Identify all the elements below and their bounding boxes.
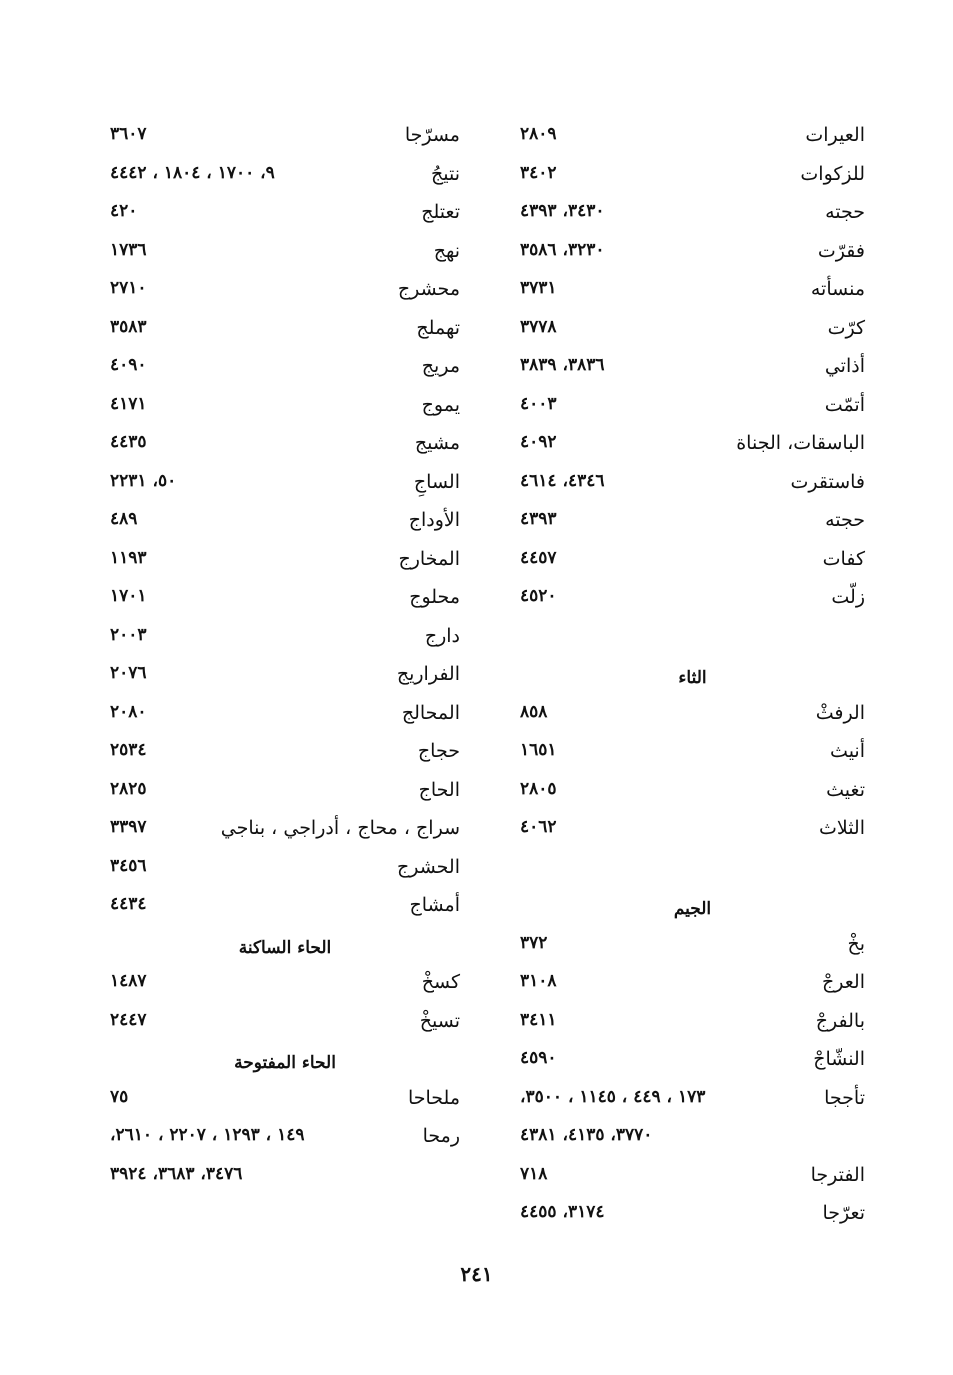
entry-numbers: ١٧٣٦ <box>110 239 147 260</box>
entry-word: حجاج <box>417 740 460 762</box>
entry-numbers: ٤٣٤٦، ٤٦١٤ <box>520 470 605 491</box>
entry-word: فقرّت <box>817 239 865 262</box>
entry-numbers: ٤٠٠٣ <box>520 393 557 414</box>
index-entry <box>110 736 460 775</box>
entry-numbers: ٤٢٠ <box>110 201 138 221</box>
entry-word: أتمّت <box>824 393 865 416</box>
entry-word: المحالج <box>401 701 460 724</box>
entry-word: أذاتي <box>824 355 865 377</box>
entry-numbers: ٣٧٧٨ <box>520 316 557 337</box>
entry-word: الحشرج <box>396 855 460 878</box>
entry-numbers: ٤٥٢٠ <box>520 586 557 606</box>
index-entry <box>520 544 865 583</box>
entry-numbers: ٤٤٣٤ <box>110 894 147 914</box>
entry-numbers: ٧٥ <box>110 1086 129 1107</box>
entry-word: تعتلج <box>421 201 460 223</box>
entry-numbers: ١١٩٣ <box>110 547 147 568</box>
entry-numbers: ٢٧١٠ <box>110 278 147 298</box>
entry-word: المخارج <box>398 547 460 570</box>
entry-word: الأوداج <box>408 509 460 531</box>
entry-numbers: ٣٦٠٧ <box>110 124 147 144</box>
index-entry <box>520 236 865 275</box>
section-heading: الحاء الساكنة <box>238 937 332 958</box>
entry-word: أنيث <box>830 740 865 762</box>
entry-numbers: ٢٠٠٣ <box>110 624 147 645</box>
index-entry <box>110 1121 460 1160</box>
index-entry <box>110 967 460 1006</box>
entry-word: العيرات <box>805 124 865 146</box>
entry-word: مريج <box>421 355 460 377</box>
entry-word: للزكوات <box>800 162 865 185</box>
index-entry <box>110 120 460 159</box>
entry-numbers: ١٦٥١ <box>520 740 557 760</box>
index-entry <box>110 274 460 313</box>
entry-word: الحاج <box>418 778 460 801</box>
entry-word: مشيج <box>414 432 460 454</box>
entry-word: تعرّجا <box>822 1202 865 1224</box>
entry-word: الثلاث <box>818 817 865 839</box>
entry-numbers: ٣١٠٨ <box>520 971 557 991</box>
entry-word: نتيجُ <box>430 162 460 185</box>
index-entry <box>110 813 460 852</box>
entry-word: تسيخْ <box>419 1009 460 1032</box>
entry-word: رمحا <box>422 1125 460 1147</box>
entry-numbers: ٨٥٨ <box>520 701 548 722</box>
entry-word: محلوج <box>409 586 460 608</box>
entry-word: دارج <box>424 624 460 647</box>
entry-numbers: ٢٠٨٠ <box>110 701 147 722</box>
index-entry <box>520 197 865 236</box>
index-entry <box>110 351 460 390</box>
entry-word: مسرّجا <box>404 124 460 146</box>
index-entry <box>110 1006 460 1045</box>
index-entry <box>520 929 865 968</box>
entry-word: الباسقات، الجناة <box>736 432 865 454</box>
entry-numbers: ١٤٨٧ <box>110 971 147 991</box>
index-entry <box>110 159 460 198</box>
index-entry <box>110 428 460 467</box>
index-entry <box>520 428 865 467</box>
entry-word: بخْ <box>847 932 865 955</box>
entry-numbers: ٧١٨ <box>520 1163 548 1184</box>
right-column <box>520 120 865 1237</box>
index-entry <box>520 736 865 775</box>
section-heading: الحاء المفتوحة <box>234 1053 336 1073</box>
entry-numbers: ٤١٧١ <box>110 393 147 414</box>
entry-numbers: ٣٨٣٦، ٣٨٣٩ <box>520 355 605 375</box>
index-entry <box>110 698 460 737</box>
entry-numbers: ٤٠٦٢ <box>520 817 557 837</box>
index-entry <box>520 582 865 621</box>
index-entry <box>110 390 460 429</box>
entry-numbers: ٣١٧٤، ٤٤٥٥ <box>520 1202 605 1222</box>
entry-word: النشّاجْ <box>813 1048 865 1070</box>
entry-numbers: ٩، ١٧٠٠ ، ١٨٠٤ ، ٤٤٤٢ <box>110 162 275 183</box>
index-entry <box>520 1044 865 1083</box>
entry-numbers: ٣٤٧٦، ٣٦٨٣، ٣٩٢٤ <box>110 1163 243 1184</box>
entry-word: كسخْ <box>421 971 460 993</box>
entry-word: ملحاحا <box>407 1086 460 1109</box>
index-entry <box>520 967 865 1006</box>
index-entry <box>520 1121 865 1160</box>
entry-numbers: ٣٥٨٣ <box>110 316 147 337</box>
entry-word: كرّت <box>827 316 865 339</box>
entry-word: حجته <box>825 201 865 223</box>
entry-numbers: ٢٥٣٤ <box>110 740 147 760</box>
index-entry <box>520 775 865 814</box>
entry-numbers: ٢٨٢٥ <box>110 778 147 799</box>
entry-word: الساجِ <box>413 470 460 493</box>
index-entry <box>110 1083 460 1122</box>
index-entry <box>110 775 460 814</box>
index-entry <box>520 813 865 852</box>
entry-numbers: ٣٤٣٠، ٤٣٩٣ <box>520 201 605 221</box>
index-entry <box>110 467 460 506</box>
index-entry <box>110 890 460 929</box>
index-entry <box>520 467 865 506</box>
entry-numbers: ٢٠٧٦ <box>110 663 147 683</box>
index-entry <box>520 1160 865 1199</box>
entry-numbers: ٣٧٧٠، ٤١٣٥، ٤٣٨١ <box>520 1125 653 1145</box>
entry-numbers: ٣٢٣٠، ٣٥٨٦ <box>520 239 605 260</box>
index-entry <box>110 621 460 660</box>
index-entry <box>520 505 865 544</box>
index-entry <box>520 390 865 429</box>
index-entry <box>520 1083 865 1122</box>
index-entry <box>110 197 460 236</box>
index-entry <box>520 1006 865 1045</box>
index-entry <box>110 313 460 352</box>
entry-word: الفترجا <box>810 1163 865 1186</box>
page-number: ٢٤١ <box>460 1262 493 1286</box>
entry-word: بالفرجْ <box>815 1009 865 1032</box>
spacer <box>520 621 865 660</box>
entry-numbers: ٣٧٢ <box>520 932 548 953</box>
index-entry <box>110 852 460 891</box>
entry-numbers: ٣٧٣١ <box>520 278 557 298</box>
entry-numbers: ٤٣٩٣ <box>520 509 557 529</box>
entry-word: منسأته <box>810 278 865 300</box>
index-entry <box>110 505 460 544</box>
entry-word: تغيث <box>826 778 865 801</box>
entry-word: سراج ، محاج ، أدراجي ، بناجي <box>220 817 460 839</box>
entry-numbers: ٤٠٩٢ <box>520 432 557 452</box>
entry-numbers: ٤٥٩٠ <box>520 1048 557 1068</box>
section-heading: الجيم <box>673 899 712 919</box>
entry-word: نهج <box>433 239 460 262</box>
entry-word: زلّت <box>831 586 865 608</box>
entry-word: الرفثْ <box>815 701 865 724</box>
entry-word: أمشاج <box>409 894 460 916</box>
entry-word: كفات <box>822 547 865 570</box>
entry-numbers: ٣٤١١ <box>520 1009 557 1030</box>
entry-numbers: ٣٤٥٦ <box>110 855 147 876</box>
entry-word: فاستقرت <box>790 470 865 493</box>
entry-numbers: ٤٤٣٥ <box>110 432 147 452</box>
entry-word: حجته <box>825 509 865 531</box>
entry-word: العرجْ <box>822 971 865 993</box>
entry-word: تأججا <box>824 1086 865 1109</box>
entry-numbers: ٤٤٥٧ <box>520 547 557 568</box>
index-entry <box>520 698 865 737</box>
spacer <box>520 852 865 891</box>
index-entry <box>520 120 865 159</box>
entry-word: الفراريج <box>396 663 460 685</box>
entry-numbers: ١٤٩ ، ١٢٩٣ ، ٢٢٠٧ ، ٢٦١٠، <box>110 1125 305 1145</box>
index-entry <box>520 313 865 352</box>
entry-numbers: ٤٠٩٠ <box>110 355 147 375</box>
entry-numbers: ٢٤٤٧ <box>110 1009 147 1030</box>
index-entry <box>110 1160 460 1199</box>
index-entry <box>520 274 865 313</box>
entry-numbers: ٢٨٠٩ <box>520 124 557 144</box>
index-entry <box>110 659 460 698</box>
index-entry <box>520 351 865 390</box>
left-column <box>110 120 460 1198</box>
index-entry <box>110 236 460 275</box>
entry-word: تهملج <box>416 316 460 339</box>
entry-numbers: ٤٨٩ <box>110 509 138 529</box>
entry-numbers: ٣٤٠٢ <box>520 162 557 183</box>
index-entry <box>110 544 460 583</box>
index-entry <box>110 582 460 621</box>
entry-numbers: ٢٨٠٥ <box>520 778 557 799</box>
index-entry <box>520 159 865 198</box>
entry-word: يموج <box>421 393 460 416</box>
section-heading: الثاء <box>678 668 707 688</box>
entry-numbers: ٣٣٩٧ <box>110 817 147 837</box>
index-entry <box>520 1198 865 1237</box>
entry-word: محشرج <box>397 278 460 300</box>
entry-numbers: ٥٠، ٢٢٣١ <box>110 470 177 491</box>
entry-numbers: ١٧٣ ، ٤٤٩ ، ١١٤٥ ، ٣٥٠٠، <box>520 1086 706 1107</box>
entry-numbers: ١٧٠١ <box>110 586 147 606</box>
